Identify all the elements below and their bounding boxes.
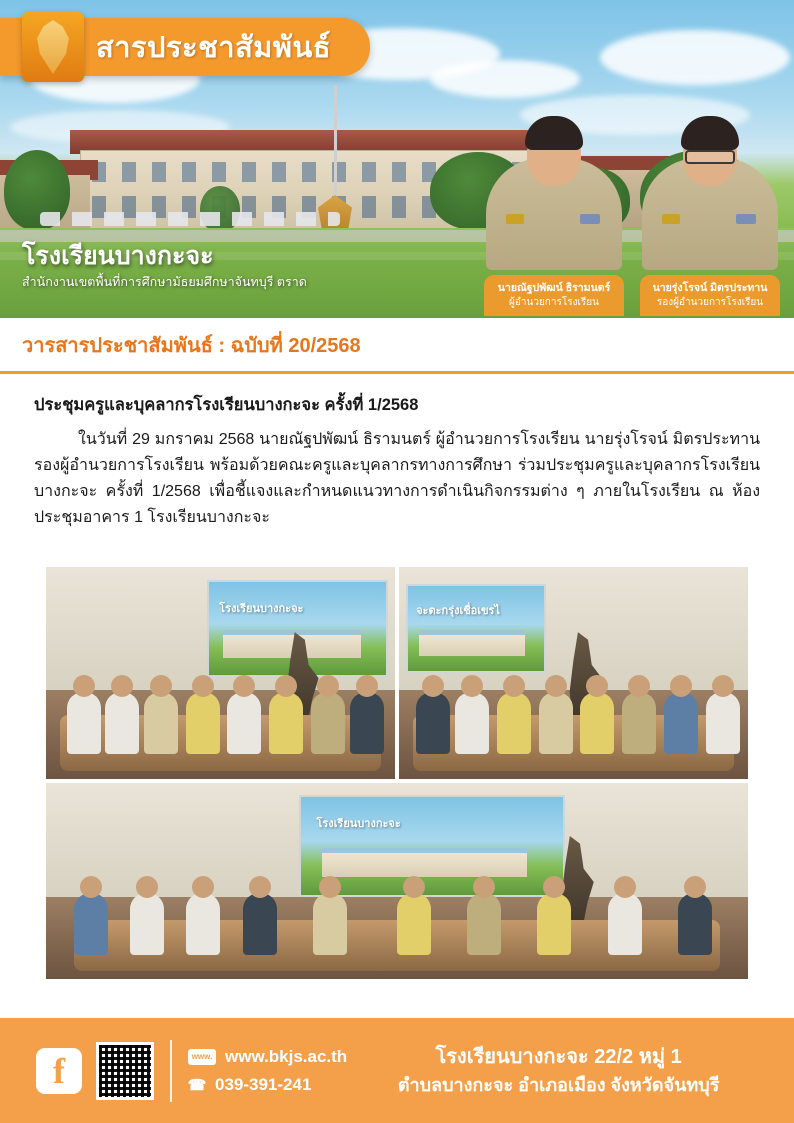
attendee bbox=[678, 893, 712, 955]
footer-divider bbox=[170, 1040, 172, 1102]
attendee bbox=[227, 692, 261, 754]
banner-title: สารประชาสัมพันธ์ bbox=[96, 32, 332, 64]
school-address bbox=[347, 1042, 794, 1099]
header-banner bbox=[0, 0, 794, 318]
attendee bbox=[186, 893, 220, 955]
address-line-1: โรงเรียนบางกะจะ 22/2 หมู่ 1 bbox=[435, 1046, 682, 1068]
issue-line bbox=[0, 329, 361, 361]
backdrop-building bbox=[322, 848, 527, 877]
attendee bbox=[397, 893, 431, 955]
attendee bbox=[664, 692, 698, 754]
photo-gallery bbox=[46, 567, 748, 983]
attendee bbox=[608, 893, 642, 955]
photo-meeting-wide bbox=[46, 783, 748, 979]
attendee bbox=[706, 692, 740, 754]
facebook-icon[interactable] bbox=[36, 1048, 82, 1094]
director-name: นายณัฐปพัฒน์ ธิรามนตร์ bbox=[497, 282, 611, 295]
portrait-deputy-director bbox=[640, 110, 780, 316]
attendee bbox=[144, 692, 178, 754]
portrait-director bbox=[484, 110, 624, 316]
website-line[interactable] bbox=[188, 1047, 347, 1067]
attendee bbox=[105, 692, 139, 754]
attendee bbox=[455, 692, 489, 754]
attendee bbox=[467, 893, 501, 955]
phone-icon: ☎ bbox=[187, 1076, 207, 1094]
glasses-icon bbox=[685, 150, 735, 164]
name-plate-deputy bbox=[640, 275, 780, 316]
attendee bbox=[416, 692, 450, 754]
portrait-hair bbox=[525, 116, 583, 150]
school-name: โรงเรียนบางกะจะ bbox=[22, 242, 214, 270]
footer-contact-bar bbox=[0, 1018, 794, 1123]
website-url[interactable]: www.bkjs.ac.th bbox=[225, 1046, 348, 1066]
contact-details bbox=[188, 1047, 347, 1095]
name-tag bbox=[736, 214, 756, 224]
address-line-2: ตำบลบางกะจะ อำเภอเมือง จังหวัดจันทบุรี bbox=[397, 1075, 720, 1095]
article-body: ในวันที่ 29 มกราคม 2568 นายณัฐปพัฒน์ ธิรามนตร์ ผู้อำนวยการโรงเรียน นายรุ่งโรจน์ มิตรประทาน รองผู้อำนวยการโรงเรียน พร้อมด้วยคณะครูและบุคลากรทางการศึกษา ร่วมประชุมครูและบุคลากรโรงเรียนบางกะจะ ครั้งที่ 1/2568 เพื่อชี้แจงและกำหนดแนวทางการดำเนินกิจกรรมต่าง ๆ ภายในโรงเรียน ณ ห้องประชุมอาคาร 1 โรงเรียนบางกะจะ bbox=[34, 431, 760, 526]
deputy-position: รองผู้อำนวยการโรงเรียน bbox=[656, 296, 764, 308]
cloud-decoration bbox=[600, 30, 790, 85]
name-plate-director bbox=[484, 275, 624, 316]
attendee bbox=[130, 893, 164, 955]
photo-row-top bbox=[46, 567, 748, 779]
issue-bar bbox=[0, 318, 794, 374]
attendee bbox=[74, 893, 108, 955]
attendee bbox=[243, 893, 277, 955]
attendee bbox=[313, 893, 347, 955]
photo-row-bottom bbox=[46, 783, 748, 979]
photo-meeting-left bbox=[46, 567, 395, 779]
backdrop-title: จะตะกรุ่งเชื่อเขรไ bbox=[416, 605, 500, 618]
cloud-decoration bbox=[430, 60, 580, 98]
attendee bbox=[580, 692, 614, 754]
www-icon: www. bbox=[188, 1049, 216, 1065]
issue-label: วารสารประชาสัมพันธ์ : bbox=[22, 334, 231, 357]
parked-cars bbox=[40, 212, 340, 226]
uniform-badge bbox=[662, 214, 680, 224]
flagpole bbox=[334, 85, 337, 205]
backdrop-building bbox=[419, 630, 525, 656]
emblem-shape bbox=[31, 20, 75, 74]
phone-number[interactable]: 039-391-241 bbox=[215, 1074, 312, 1094]
attendee bbox=[350, 692, 384, 754]
issue-number: ฉบับที่ 20/2568 bbox=[230, 334, 361, 357]
attendee bbox=[186, 692, 220, 754]
backdrop-title: โรงเรียนบางกะจะ bbox=[316, 818, 401, 831]
phone-line[interactable] bbox=[188, 1075, 347, 1095]
stage-backdrop bbox=[406, 584, 546, 673]
attendee bbox=[537, 893, 571, 955]
director-position: ผู้อำนวยการโรงเรียน bbox=[509, 296, 599, 308]
attendee bbox=[622, 692, 656, 754]
qr-code-icon[interactable] bbox=[96, 1042, 154, 1100]
attendee bbox=[497, 692, 531, 754]
attendee bbox=[539, 692, 573, 754]
deputy-name: นายรุ่งโรจน์ มิตรประทาน bbox=[652, 282, 768, 295]
photo-meeting-right bbox=[399, 567, 748, 779]
name-tag bbox=[580, 214, 600, 224]
portrait-hair bbox=[681, 116, 739, 150]
article-content bbox=[0, 374, 794, 531]
attendee bbox=[311, 692, 345, 754]
article-headline: ประชุมครูและบุคลากรโรงเรียนบางกะจะ ครั้งที่ 1/2568 bbox=[34, 396, 419, 414]
attendee bbox=[67, 692, 101, 754]
garuda-emblem-icon bbox=[22, 12, 84, 82]
attendee bbox=[269, 692, 303, 754]
backdrop-title: โรงเรียนบางกะจะ bbox=[219, 602, 304, 615]
uniform-badge bbox=[506, 214, 524, 224]
school-area-office: สำนักงานเขตพื้นที่การศึกษามัธยมศึกษาจันทบุรี ตราด bbox=[22, 275, 307, 289]
